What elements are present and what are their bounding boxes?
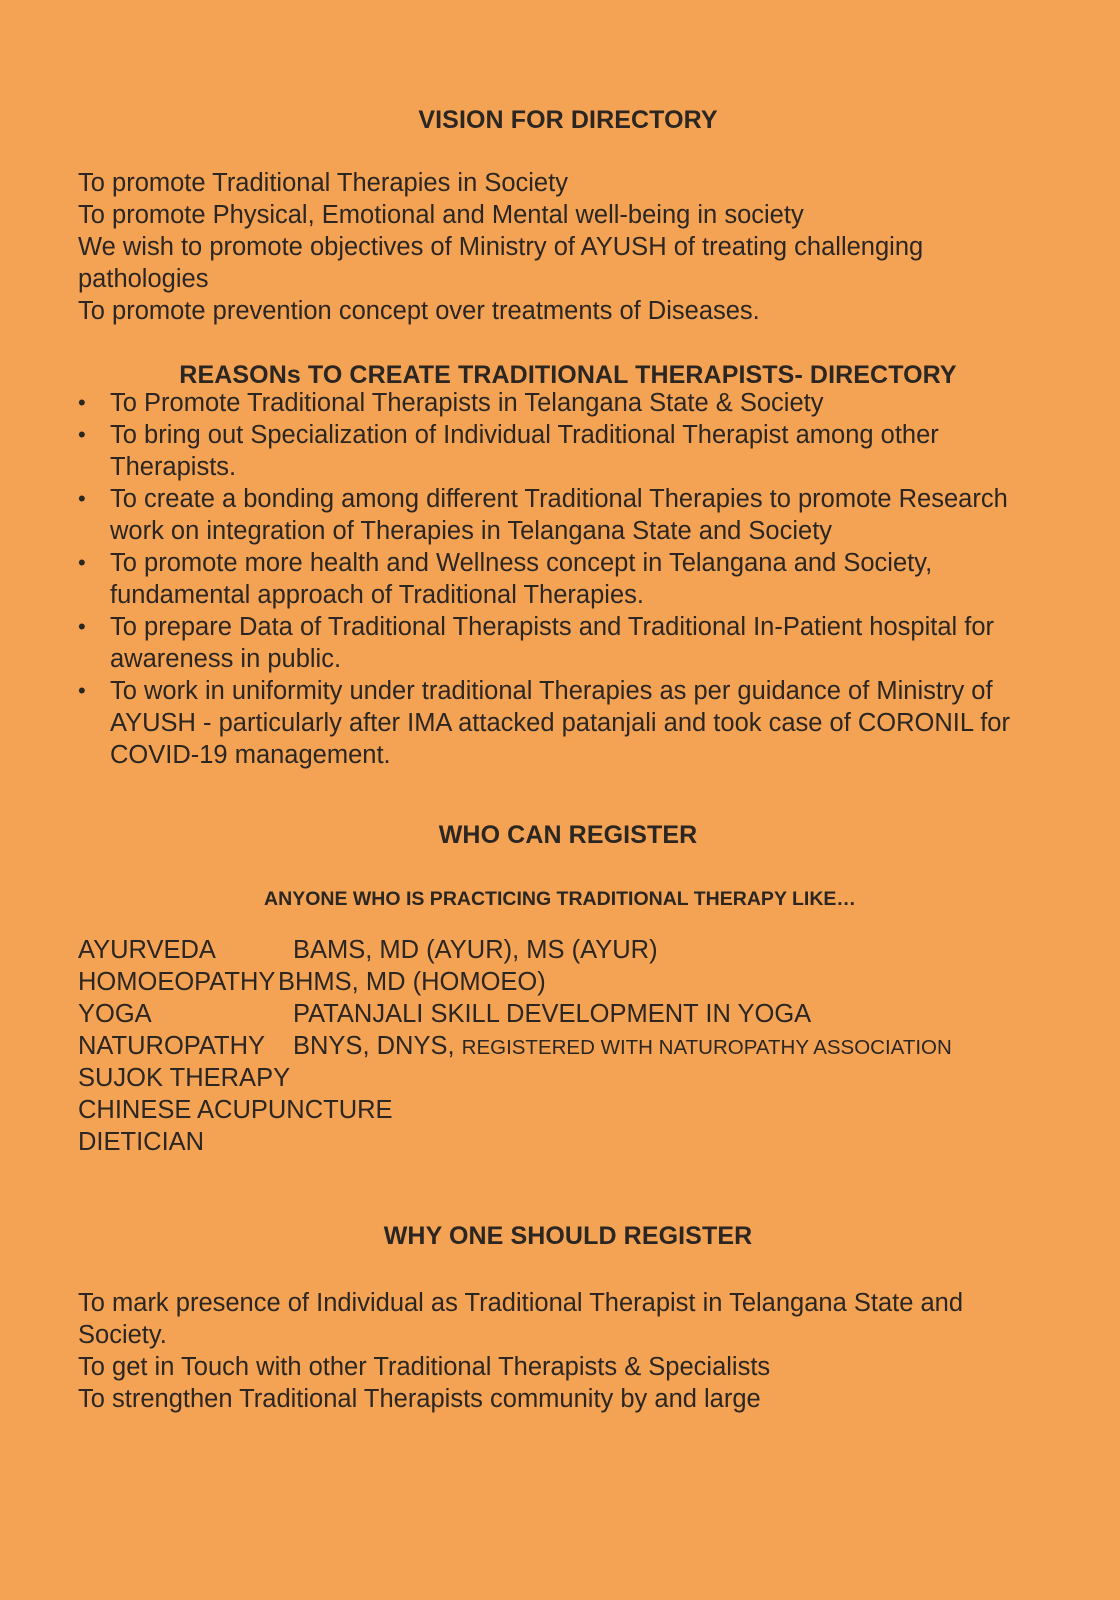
reason-text: To promote more health and Wellness concept in Telangana and Society, fundamental approach of Traditional Therapies. — [110, 549, 933, 609]
why-register-item: To get in Touch with other Traditional Therapists & Specialists — [78, 1353, 771, 1381]
bullet-icon: • — [78, 550, 86, 575]
therapy-qualification-group — [293, 1030, 952, 1064]
reason-item — [78, 419, 1068, 483]
therapy-name: CHINESE ACUPUNCTURE — [78, 1096, 393, 1124]
therapy-row — [78, 998, 1078, 1030]
therapy-row — [78, 1030, 1078, 1062]
reason-item — [78, 547, 1068, 611]
vision-item: To promote Physical, Emotional and Mental well-being in society — [78, 201, 804, 229]
vision-title: VISION FOR DIRECTORY — [418, 106, 718, 134]
bullet-icon: • — [78, 422, 86, 447]
reason-text: To create a bonding among different Traditional Therapies to promote Research work on integration of Therapies in Telangana State and Society — [110, 485, 1008, 545]
therapy-table — [78, 934, 1078, 1158]
reason-text: To prepare Data of Traditional Therapists and Traditional In-Patient hospital for awareness in public. — [110, 613, 995, 673]
vision-item: To promote Traditional Therapies in Society — [78, 169, 568, 197]
why-register-title: WHY ONE SHOULD REGISTER — [383, 1222, 753, 1250]
therapy-row — [78, 934, 1078, 966]
therapy-name: AYURVEDA — [78, 936, 216, 964]
who-can-register-subtitle: ANYONE WHO IS PRACTICING TRADITIONAL THERAPY LIKE… — [264, 888, 856, 910]
reason-item — [78, 611, 1068, 675]
therapy-row — [78, 1126, 1078, 1158]
therapy-name: YOGA — [78, 1000, 152, 1028]
reason-item — [78, 387, 1068, 419]
vision-text — [78, 167, 1078, 327]
why-register-item: To mark presence of Individual as Traditional Therapist in Telangana State and Society. — [78, 1289, 964, 1349]
vision-item: We wish to promote objectives of Ministry of AYUSH of treating challenging pathologies — [78, 233, 924, 293]
reasons-list — [78, 387, 1068, 771]
therapy-name: HOMOEOPATHY — [78, 968, 276, 996]
reason-item — [78, 483, 1068, 547]
reasons-title: REASONs TO CREATE TRADITIONAL THERAPISTS- DIRECTORY — [179, 361, 957, 389]
reason-text: To bring out Specialization of Individual Traditional Therapist among other Therapists. — [110, 421, 939, 481]
why-register-item: To strengthen Traditional Therapists community by and large — [78, 1385, 761, 1413]
therapy-qualification: BAMS, MD (AYUR), MS (AYUR) — [293, 936, 658, 964]
reason-item — [78, 675, 1068, 771]
therapy-qualification: BNYS, DNYS, — [293, 1032, 462, 1060]
therapy-qualification: PATANJALI SKILL DEVELOPMENT IN YOGA — [293, 1000, 812, 1028]
reason-text: To Promote Traditional Therapists in Telangana State & Society — [110, 389, 824, 417]
bullet-icon: • — [78, 390, 86, 415]
bullet-icon: • — [78, 614, 86, 639]
reason-text: To work in uniformity under traditional Therapies as per guidance of Ministry of AYUSH - particularly after IMA attacked patanjali and took case of CORONIL for COVID-19 management. — [110, 677, 1010, 769]
therapy-qualification: BHMS, MD (HOMOEO) — [278, 968, 546, 996]
therapy-row — [78, 1062, 1078, 1094]
vision-item: To promote prevention concept over treatments of Diseases. — [78, 297, 760, 325]
why-register-text — [78, 1287, 1078, 1415]
therapy-note: REGISTERED WITH NATUROPATHY ASSOCIATION — [461, 1036, 952, 1059]
therapy-row — [78, 966, 1078, 998]
therapy-row — [78, 1094, 1078, 1126]
bullet-icon: • — [78, 486, 86, 511]
therapy-name: NATUROPATHY — [78, 1032, 266, 1060]
bullet-icon: • — [78, 678, 86, 703]
who-can-register-title: WHO CAN REGISTER — [438, 821, 698, 849]
therapy-name: DIETICIAN — [78, 1128, 205, 1156]
therapy-name: SUJOK THERAPY — [78, 1064, 291, 1092]
